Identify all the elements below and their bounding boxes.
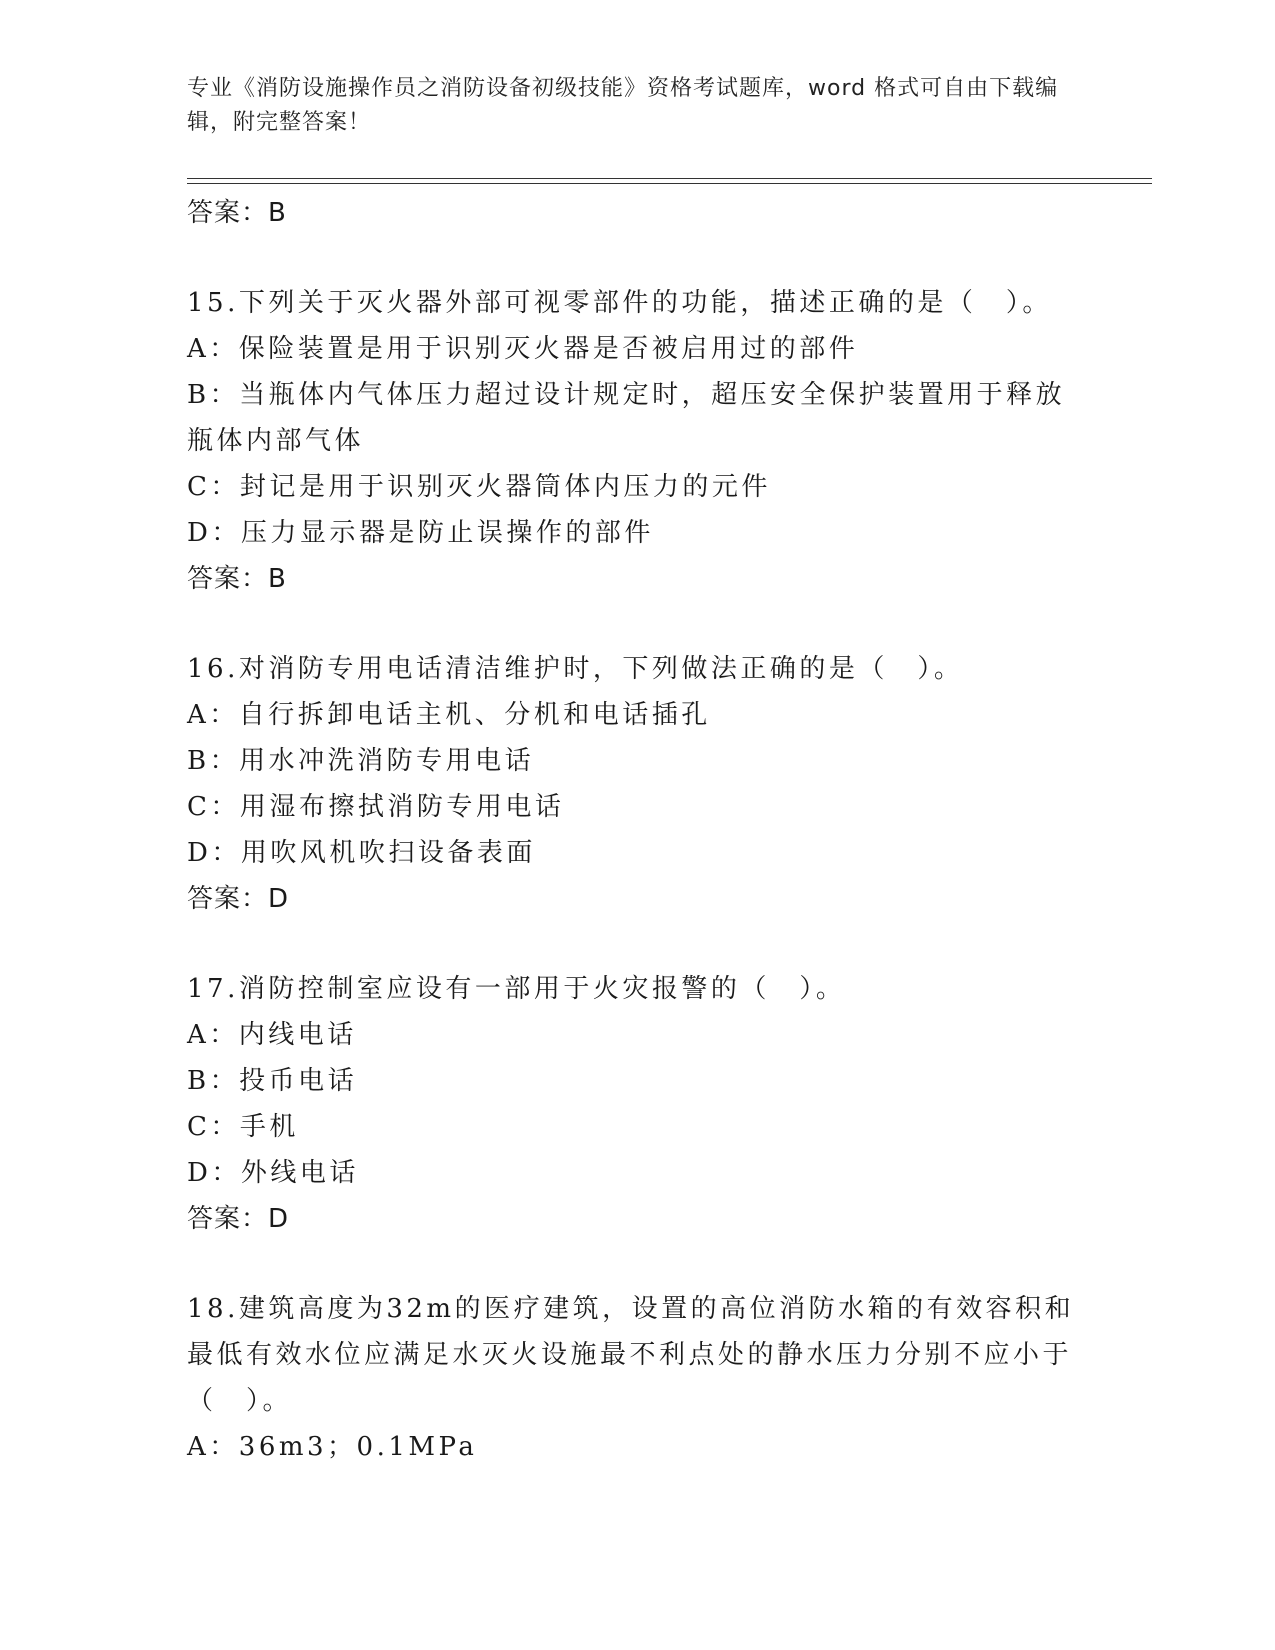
answer-line: 答案：D	[187, 1204, 290, 1234]
option-a: A：内线电话	[187, 1020, 357, 1050]
question-stem: 17.消防控制室应设有一部用于火灾报警的（ ）。	[187, 974, 846, 1004]
option-b: B：当瓶体内气体压力超过设计规定时，超压安全保护装置用于释放瓶体内部气体	[187, 380, 1066, 456]
option-d: D：外线电话	[187, 1158, 359, 1188]
option-a: A：36m3；0.1MPa	[187, 1432, 478, 1462]
question-18	[187, 1286, 1087, 1470]
option-a: A：自行拆卸电话主机、分机和电话插孔	[187, 700, 711, 730]
option-c: C：手机	[187, 1112, 299, 1142]
question-stem: 15.下列关于灭火器外部可视零部件的功能，描述正确的是（ ）。	[187, 288, 1052, 318]
question-15	[187, 280, 1087, 602]
document-header: 专业《消防设施操作员之消防设备初级技能》资格考试题库，word 格式可自由下载编辑，附完整答案！	[187, 76, 1059, 135]
question-content	[187, 190, 1087, 1470]
option-b: B：用水冲洗消防专用电话	[187, 746, 535, 776]
answer-line: 答案：B	[187, 198, 287, 228]
header-divider-top	[187, 178, 1152, 179]
answer-line: 答案：D	[187, 884, 290, 914]
question-stem: 18.建筑高度为32m的医疗建筑，设置的高位消防水箱的有效容积和最低有效水位应满足水灭火设施最不利点处的静水压力分别不应小于（ ）。	[187, 1294, 1075, 1416]
answer-line: 答案：B	[187, 564, 287, 594]
option-d: D：用吹风机吹扫设备表面	[187, 838, 536, 868]
question-stem: 16.对消防专用电话清洁维护时，下列做法正确的是（ ）。	[187, 654, 964, 684]
option-a: A：保险装置是用于识别灭火器是否被启用过的部件	[187, 334, 859, 364]
option-c: C：封记是用于识别灭火器筒体内压力的元件	[187, 472, 771, 502]
question-16	[187, 646, 1087, 922]
option-b: B：投币电话	[187, 1066, 358, 1096]
option-c: C：用湿布擦拭消防专用电话	[187, 792, 565, 822]
option-d: D：压力显示器是防止误操作的部件	[187, 518, 654, 548]
question-17	[187, 966, 1087, 1242]
header-divider-bottom	[187, 183, 1152, 184]
